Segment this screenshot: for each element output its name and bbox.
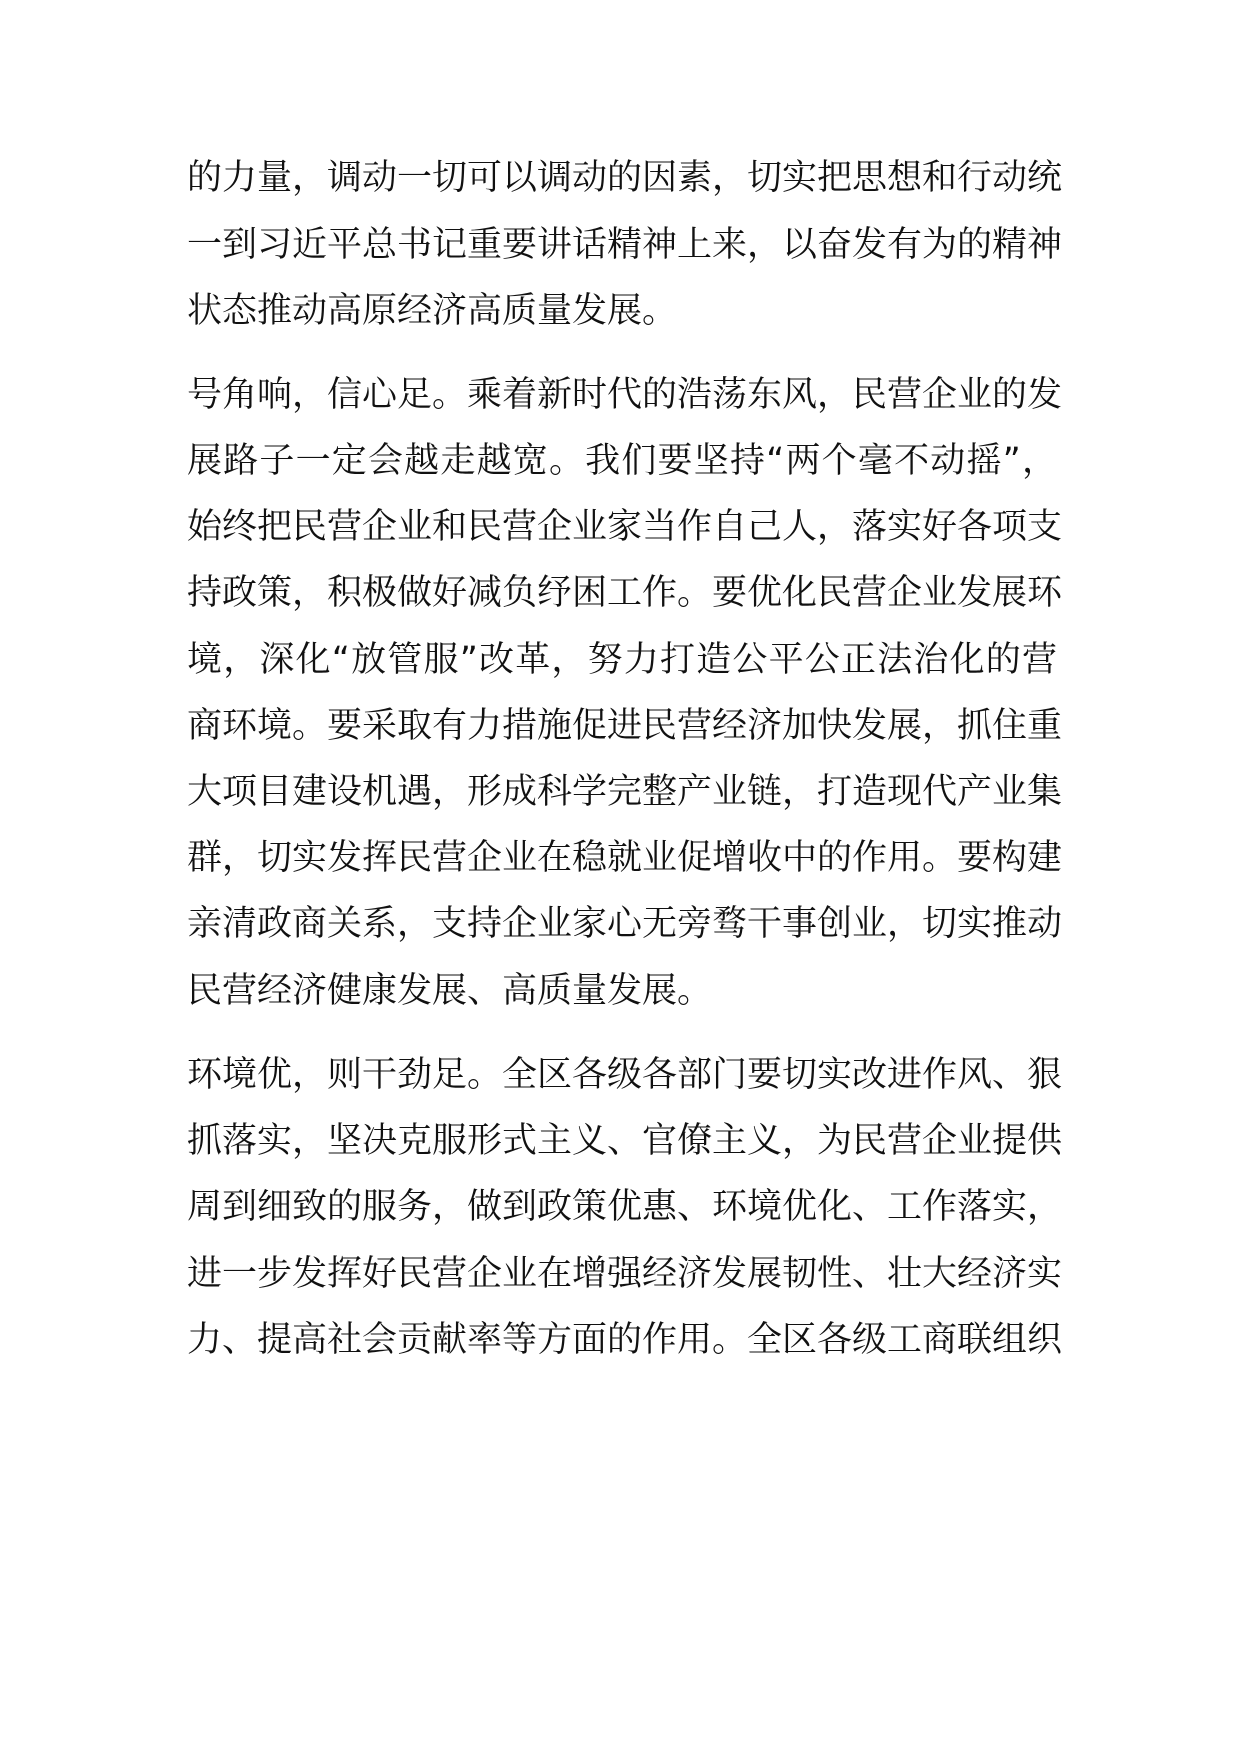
paragraph-3-line-4: 进一步发挥好民营企业在增强经济发展韧性、壮大经济实: [187, 1254, 1063, 1294]
paragraph-3-line-3: 周到细致的服务，做到政策优惠、环境优化、工作落实，: [187, 1187, 1063, 1227]
paragraph-3-line-2: 抓落实，坚决克服形式主义、官僚主义，为民营企业提供: [187, 1121, 1063, 1161]
paragraph-2-line-9: 亲清政商关系，支持企业家心无旁骛干事创业，切实推动: [187, 904, 1063, 944]
paragraph-1-line-3: 状态推动高原经济高质量发展。: [187, 291, 678, 331]
paragraph-2-line-6: 商环境。要采取有力措施促进民营经济加快发展，抓住重: [187, 706, 1063, 746]
paragraph-1-line-1: 的力量，调动一切可以调动的因素，切实把思想和行动统: [187, 158, 1063, 198]
paragraph-2-line-10: 民营经济健康发展、高质量发展。: [187, 971, 713, 1011]
paragraph-1-line-2: 一到习近平总书记重要讲话精神上来，以奋发有为的精神: [187, 225, 1063, 265]
paragraph-2-line-2: 展路子一定会越走越宽。我们要坚持“两个毫不动摇”，: [187, 441, 1057, 481]
paragraph-2-line-4: 持政策，积极做好减负纾困工作。要优化民营企业发展环: [187, 573, 1063, 613]
paragraph-3-line-5: 力、提高社会贡献率等方面的作用。全区各级工商联组织: [187, 1320, 1063, 1360]
paragraph-2-line-8: 群，切实发挥民营企业在稳就业促增收中的作用。要构建: [187, 838, 1063, 878]
paragraph-2-line-3: 始终把民营企业和民营企业家当作自己人，落实好各项支: [187, 507, 1063, 547]
paragraph-2-line-7: 大项目建设机遇，形成科学完整产业链，打造现代产业集: [187, 772, 1063, 812]
paragraph-2-line-1: 号角响，信心足。乘着新时代的浩荡东风，民营企业的发: [187, 375, 1063, 415]
paragraph-3-line-1: 环境优，则干劲足。全区各级各部门要切实改进作风、狠: [187, 1055, 1063, 1095]
paragraph-2-line-5: 境，深化“放管服”改革，努力打造公平公正法治化的营: [187, 640, 1057, 680]
